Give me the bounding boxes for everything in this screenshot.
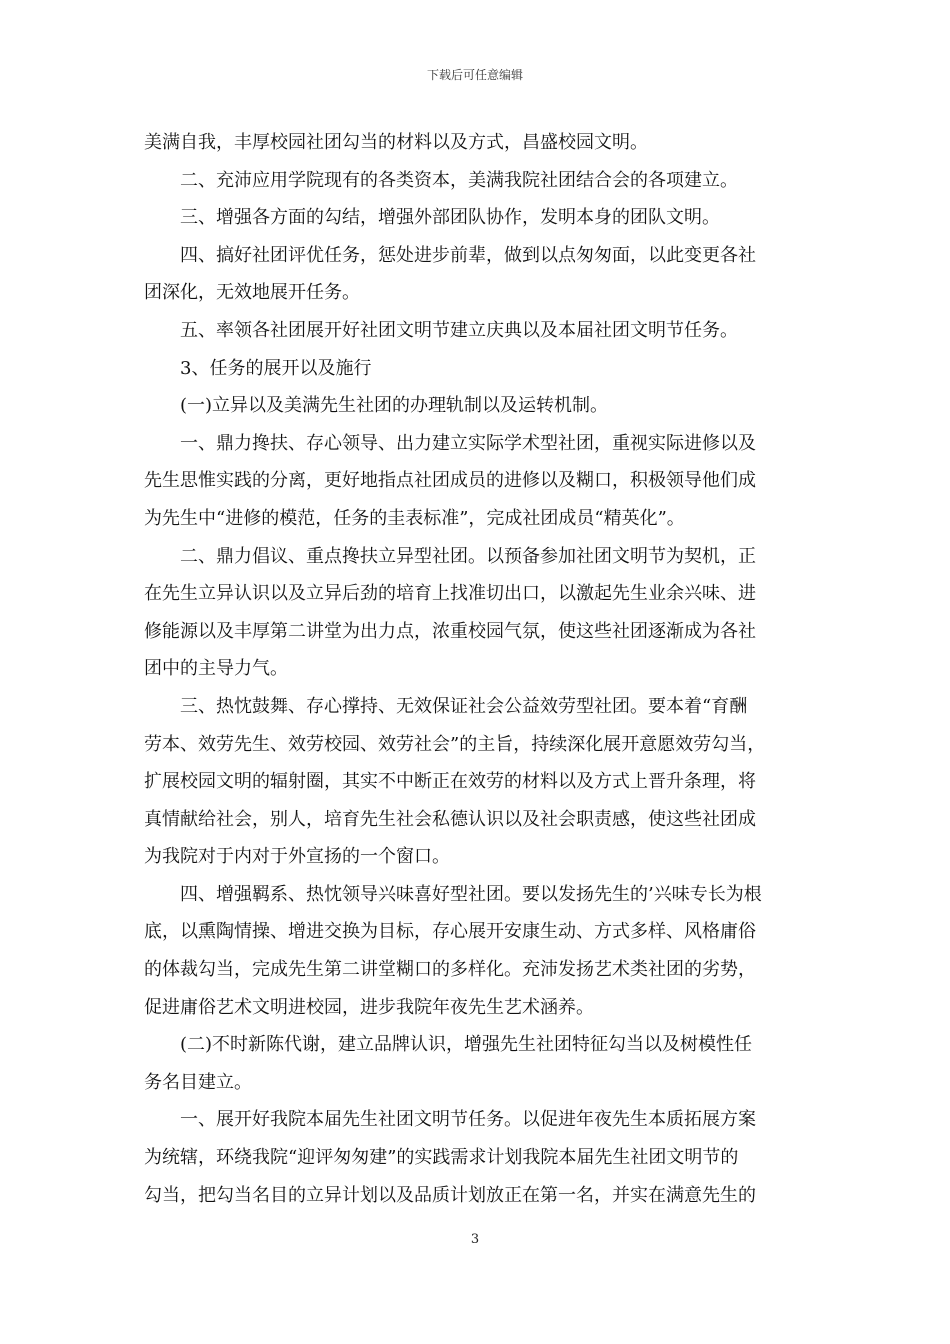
text-line: 四、搞好社团评优任务，惩处进步前辈，做到以点匆匆面，以此变更各社 xyxy=(180,244,756,266)
text-line: 二、鼎力倡议、重点搀扶立异型社团。以预备参加社团文明节为契机，正 xyxy=(180,545,756,567)
paragraph xyxy=(144,199,812,237)
text-line: (一)立异以及美满先生社团的办理轨制以及运转机制。 xyxy=(180,395,609,417)
text-line: 3、任务的展开以及施行 xyxy=(180,357,372,379)
text-line: 的体裁勾当，完成先生第二讲堂糊口的多样化。充沛发扬艺术类社团的劣势， xyxy=(144,959,756,981)
paragraph xyxy=(144,876,812,1026)
text-line: 美满自我，丰厚校园社团勾当的材料以及方式，昌盛校园文明。 xyxy=(144,132,648,153)
text-line: 勾当，把勾当名目的立异计划以及品质计划放正在第一名，并实在满意先生的 xyxy=(144,1184,756,1206)
text-line: 三、增强各方面的勾结，增强外部团队协作，发明本身的团队文明。 xyxy=(180,207,720,229)
paragraph xyxy=(144,237,812,312)
paragraph xyxy=(144,350,812,388)
text-line: 为先生中“进修的模范，任务的圭表标准”，完成社团成员“精英化”。 xyxy=(144,507,685,529)
text-line: 为我院对于内对于外宣扬的一个窗口。 xyxy=(144,846,450,868)
paragraph xyxy=(144,387,812,425)
text-line: 真情献给社会，别人，培育先生社会私德认识以及社会职责感，使这些社团成 xyxy=(144,808,756,830)
text-line: 务名目建立。 xyxy=(144,1071,252,1093)
text-line: (二)不时新陈代谢，建立品牌认识，增强先生社团特征勾当以及树模性任 xyxy=(180,1034,753,1056)
text-line: 一、鼎力搀扶、存心领导、出力建立实际学术型社团，重视实际进修以及 xyxy=(180,432,756,454)
text-line: 二、充沛应用学院现有的各类资本，美满我院社团结合会的各项建立。 xyxy=(180,169,738,191)
page-number: 3 xyxy=(470,1232,480,1247)
text-line: 扩展校园文明的辐射圈，其实不中断正在效劳的材料以及方式上晋升条理，将 xyxy=(144,771,756,793)
text-line: 先生思惟实践的分离，更好地指点社团成员的进修以及糊口，积极领导他们成 xyxy=(144,470,756,492)
text-line: 五、率领各社团展开好社团文明节建立庆典以及本届社团文明节任务。 xyxy=(180,319,738,341)
text-line: 一、展开好我院本届先生社团文明节任务。以促进年夜先生本质拓展方案 xyxy=(180,1109,756,1131)
text-line: 劳本、效劳先生、效劳校园、效劳社会”的主旨，持续深化展开意愿效劳勾当， xyxy=(144,733,766,755)
document-body xyxy=(144,124,812,1214)
paragraph xyxy=(144,425,812,538)
paragraph xyxy=(144,124,812,162)
paragraph xyxy=(144,688,812,876)
text-line: 修能源以及丰厚第二讲堂为出力点，浓重校园气氛，使这些社团逐渐成为各社 xyxy=(144,620,756,642)
text-line: 为统辖，环绕我院“迎评匆匆建”的实践需求计划我院本届先生社团文明节的 xyxy=(144,1147,739,1169)
text-line: 四、增强羁系、热忱领导兴味喜好型社团。要以发扬先生的’兴味专长为根 xyxy=(180,883,762,905)
paragraph xyxy=(144,312,812,350)
text-line: 团中的主导力气。 xyxy=(144,658,288,680)
text-line: 在先生立异认识以及立异后劲的培育上找准切出口，以激起先生业余兴味、进 xyxy=(144,583,756,605)
paragraph xyxy=(144,162,812,200)
paragraph xyxy=(144,1026,812,1101)
text-line: 三、热忱鼓舞、存心撑持、无效保证社会公益效劳型社团。要本着“育酬 xyxy=(180,695,748,717)
paragraph xyxy=(144,538,812,688)
text-line: 底，以熏陶情操、增进交换为目标，存心展开安康生动、方式多样、风格庸俗 xyxy=(144,921,756,943)
text-line: 促进庸俗艺术文明进校园，进步我院年夜先生艺术涵养。 xyxy=(144,996,594,1018)
page-header: 下载后可任意编辑 xyxy=(426,68,523,82)
paragraph xyxy=(144,1101,812,1214)
text-line: 团深化，无效地展开任务。 xyxy=(144,282,360,304)
